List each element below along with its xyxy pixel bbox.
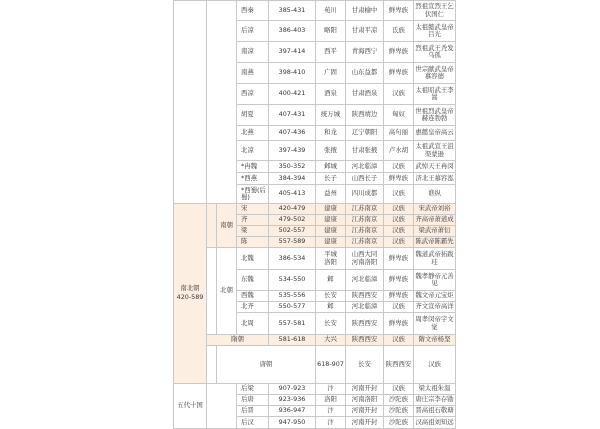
group-cell-blank (207, 383, 237, 428)
location-cell: 江苏南京 (346, 226, 384, 237)
dynasty-cell: 后唐 (237, 394, 269, 405)
founder-cell: 唐庄宗李存勖 (414, 394, 456, 405)
founder-cell: 齐高帝萧道成 (414, 215, 456, 226)
location-cell: 甘肃酒泉 (346, 84, 384, 105)
group-spacer (207, 204, 217, 248)
location-cell: 辽宁朝阳 (346, 126, 384, 141)
dynasty-cell: 北凉 (237, 141, 269, 161)
capital-cell: 建康 (316, 204, 346, 215)
ethnic-cell: 汉族 (384, 335, 414, 346)
founder-cell: 惠懿皇帝高云 (414, 126, 456, 141)
dynasty-cell: 梁 (237, 226, 269, 237)
location-cell: 河南开封 (346, 405, 384, 416)
founder-cell: 陈武帝陈霸先 (414, 237, 456, 248)
dynasty-cell: 北燕 (237, 126, 269, 141)
capital-cell: 统万城 (316, 105, 346, 126)
capital-cell: 长安 (346, 346, 384, 384)
ethnic-cell: 汉族 (384, 161, 414, 173)
ethnic-cell: 沙陀族 (384, 394, 414, 405)
founder-cell: 梁武帝萧衍 (414, 226, 456, 237)
location-cell: 甘肃榆中 (346, 1, 384, 21)
ethnic-cell: 汉族 (384, 204, 414, 215)
capital-cell: 和龙 (316, 126, 346, 141)
capital-cell: 汴 (316, 405, 346, 416)
table-row (174, 335, 456, 346)
era-cell-blank (174, 1, 207, 204)
period-cell: 384-394 (269, 173, 316, 185)
capital-cell: 张掖 (316, 141, 346, 161)
dynasty-cell: 西魏 (237, 291, 269, 302)
founder-cell: 武悼天王冉闵 (414, 161, 456, 173)
location-cell: 陕西西安 (346, 313, 384, 335)
dynasty-cell: 北周 (237, 313, 269, 335)
location-cell: 四川成都 (346, 185, 384, 204)
period-cell: 397-439 (269, 141, 316, 161)
ethnic-cell: 鲜卑族 (384, 248, 414, 270)
dynasty-cell: 南凉 (237, 42, 269, 63)
founder-cell: 梁太祖朱温 (414, 383, 456, 394)
period-cell: 535-556 (269, 291, 316, 302)
dynasty-cell: 齐 (237, 215, 269, 226)
era-cell-blank (207, 346, 217, 384)
period-cell: 947-950 (269, 416, 316, 428)
capital-cell: 广固 (316, 63, 346, 84)
founder-cell: 魏道武帝拓跋珪 (414, 248, 456, 270)
ethnic-cell: 汉族 (384, 383, 414, 394)
ethnic-cell: 沙陀族 (384, 416, 414, 428)
location-cell: 山西长子 (346, 173, 384, 185)
ethnic-cell: 汉族 (384, 237, 414, 248)
location-cell: 河南开封 (346, 416, 384, 428)
ethnic-cell: 鲜卑族 (384, 291, 414, 302)
dynasty-cell: 宋 (237, 204, 269, 215)
capital-cell: 邺 (316, 270, 346, 291)
dynasty-cell: 隋朝 (207, 335, 269, 346)
location-cell: 陕西靖边 (346, 105, 384, 126)
founder-cell: 周孝闵帝宇文觉 (414, 313, 456, 335)
capital-cell: 长安 (316, 313, 346, 335)
location-cell: 河南洛阳 (346, 394, 384, 405)
location-cell: 江苏南京 (346, 215, 384, 226)
dynasty-cell: 后梁 (237, 383, 269, 394)
founder-cell: 汉高祖刘知远 (414, 416, 456, 428)
period-cell: 618-907 (316, 346, 346, 384)
period-cell: 502-557 (269, 226, 316, 237)
table-row (174, 346, 456, 384)
capital-cell: 益州 (316, 185, 346, 204)
ethnic-cell: 匈奴 (384, 105, 414, 126)
capital-cell: 邺 (316, 302, 346, 313)
location-cell: 江苏南京 (346, 204, 384, 215)
capital-cell: 洛阳 (316, 394, 346, 405)
founder-cell: 太祖武宣王沮渠蒙逊 (414, 141, 456, 161)
location-cell: 甘肃张掖 (346, 141, 384, 161)
ethnic-cell: 汉族 (384, 215, 414, 226)
period-cell: 400-421 (269, 84, 316, 105)
ethnic-cell: 卢水胡 (384, 141, 414, 161)
location-cell: 河北临漳 (346, 161, 384, 173)
period-cell: 350-352 (269, 161, 316, 173)
ethnic-cell: 汉族 (414, 346, 456, 384)
table-row (174, 248, 456, 270)
dynasty-cell: 后凉 (237, 21, 269, 42)
era-cell-nanbeichao: 南北朝 420-589 (174, 204, 207, 384)
period-cell: 386-534 (269, 248, 316, 270)
location-cell: 山东益都 (346, 63, 384, 84)
period-cell: 557-581 (269, 313, 316, 335)
ethnic-cell: 鲜卑族 (384, 42, 414, 63)
dynasty-cell: 西秦 (237, 1, 269, 21)
period-cell: 420-479 (269, 204, 316, 215)
capital-cell: 苑川 (316, 1, 346, 21)
dynasty-cell: 东魏 (237, 270, 269, 291)
capital-cell: 西平 (316, 42, 346, 63)
dynasty-cell: *西燕 (237, 173, 269, 185)
capital-cell: 邺城 (316, 161, 346, 173)
ethnic-cell: 鲜卑族 (384, 313, 414, 335)
capital-cell: 汴 (316, 383, 346, 394)
table-row (174, 383, 456, 394)
ethnic-cell: 汉族 (384, 226, 414, 237)
group-cell-beichao: 北朝 (217, 248, 237, 335)
capital-cell: 建康 (316, 226, 346, 237)
founder-cell: 烈祖宣烈王乞伏国仁 (414, 1, 456, 21)
founder-cell: 济北王慕容泓 (414, 173, 456, 185)
ethnic-cell: 汉族 (384, 302, 414, 313)
period-cell: 479-502 (269, 215, 316, 226)
dynasty-cell: 后汉 (237, 416, 269, 428)
founder-cell: 谯纵 (414, 185, 456, 204)
founder-cell: 世祖烈武皇帝赫连勃勃 (414, 105, 456, 126)
ethnic-cell: 鲜卑族 (384, 1, 414, 21)
period-cell: 907-923 (269, 383, 316, 394)
founder-cell: 太祖昭武王李暠 (414, 84, 456, 105)
capital-cell: 长子 (316, 173, 346, 185)
dynasty-cell: 陈 (237, 237, 269, 248)
dynasty-cell: *西蜀(后蜀) (237, 185, 269, 204)
ethnic-cell: 氐族 (384, 21, 414, 42)
capital-cell: 建康 (316, 237, 346, 248)
period-cell: 407-436 (269, 126, 316, 141)
founder-cell: 宋武帝刘裕 (414, 204, 456, 215)
founder-cell: 魏孝静帝元善见 (414, 270, 456, 291)
table-row (174, 204, 456, 215)
dynasty-table (173, 0, 456, 429)
dynasty-cell: 胡夏 (237, 105, 269, 126)
location-cell: 陕西西安 (384, 346, 414, 384)
period-cell: 405-413 (269, 185, 316, 204)
group-cell-nanchao: 南朝 (217, 204, 237, 248)
dynasty-cell: *冉魏 (237, 161, 269, 173)
capital-cell: 酒泉 (316, 84, 346, 105)
capital-cell: 长安 (316, 291, 346, 302)
capital-cell: 平城 洛阳 (316, 248, 346, 270)
location-cell: 陕西西安 (346, 291, 384, 302)
capital-cell: 大兴 (316, 335, 346, 346)
dynasty-cell: 后晋 (237, 405, 269, 416)
era-cell-wudai: 五代十国 (174, 383, 207, 428)
capital-cell: 略阳 (316, 21, 346, 42)
location-cell: 河北临漳 (346, 302, 384, 313)
group-spacer (207, 248, 217, 335)
founder-cell: 魏文帝元宝炬 (414, 291, 456, 302)
location-cell: 河南开封 (346, 383, 384, 394)
dynasty-cell: 南燕 (237, 63, 269, 84)
founder-cell: 隋文帝杨坚 (414, 335, 456, 346)
ethnic-cell: 鲜卑族 (384, 173, 414, 185)
founder-cell: 齐文宣帝高洋 (414, 302, 456, 313)
ethnic-cell: 鲜卑族 (384, 63, 414, 84)
founder-cell: 太祖懿武皇帝吕光 (414, 21, 456, 42)
period-cell: 534-550 (269, 270, 316, 291)
capital-cell: 建康 (316, 215, 346, 226)
founder-cell: 世宗献武皇帝慕容德 (414, 63, 456, 84)
table-row (174, 1, 456, 21)
dynasty-cell: 西凉 (237, 84, 269, 105)
location-cell: 甘肃平凉 (346, 21, 384, 42)
period-cell: 386-403 (269, 21, 316, 42)
period-cell: 557-589 (269, 237, 316, 248)
period-cell: 936-947 (269, 405, 316, 416)
period-cell: 398-410 (269, 63, 316, 84)
period-cell: 385-431 (269, 1, 316, 21)
dynasty-cell: 唐朝 (217, 346, 316, 384)
period-cell: 397-414 (269, 42, 316, 63)
dynasty-cell: 北齐 (237, 302, 269, 313)
capital-cell: 汴 (316, 416, 346, 428)
location-cell: 山西大同 河南洛阳 (346, 248, 384, 270)
location-cell: 河北临漳 (346, 270, 384, 291)
founder-cell: 烈祖武王秃发乌孤 (414, 42, 456, 63)
period-cell: 581-618 (269, 335, 316, 346)
location-cell: 江苏南京 (346, 237, 384, 248)
location-cell: 青海西宁 (346, 42, 384, 63)
ethnic-cell: 鲜卑族 (384, 270, 414, 291)
period-cell: 550-577 (269, 302, 316, 313)
period-cell: 407-431 (269, 105, 316, 126)
ethnic-cell: 汉族 (384, 84, 414, 105)
period-cell: 923-936 (269, 394, 316, 405)
founder-cell: 晋高祖石敬瑭 (414, 405, 456, 416)
dynasty-cell: 北魏 (237, 248, 269, 270)
group-cell-blank (207, 1, 237, 204)
location-cell: 陕西西安 (346, 335, 384, 346)
ethnic-cell: 沙陀族 (384, 405, 414, 416)
ethnic-cell: 高句丽 (384, 126, 414, 141)
ethnic-cell: 汉族 (384, 185, 414, 204)
